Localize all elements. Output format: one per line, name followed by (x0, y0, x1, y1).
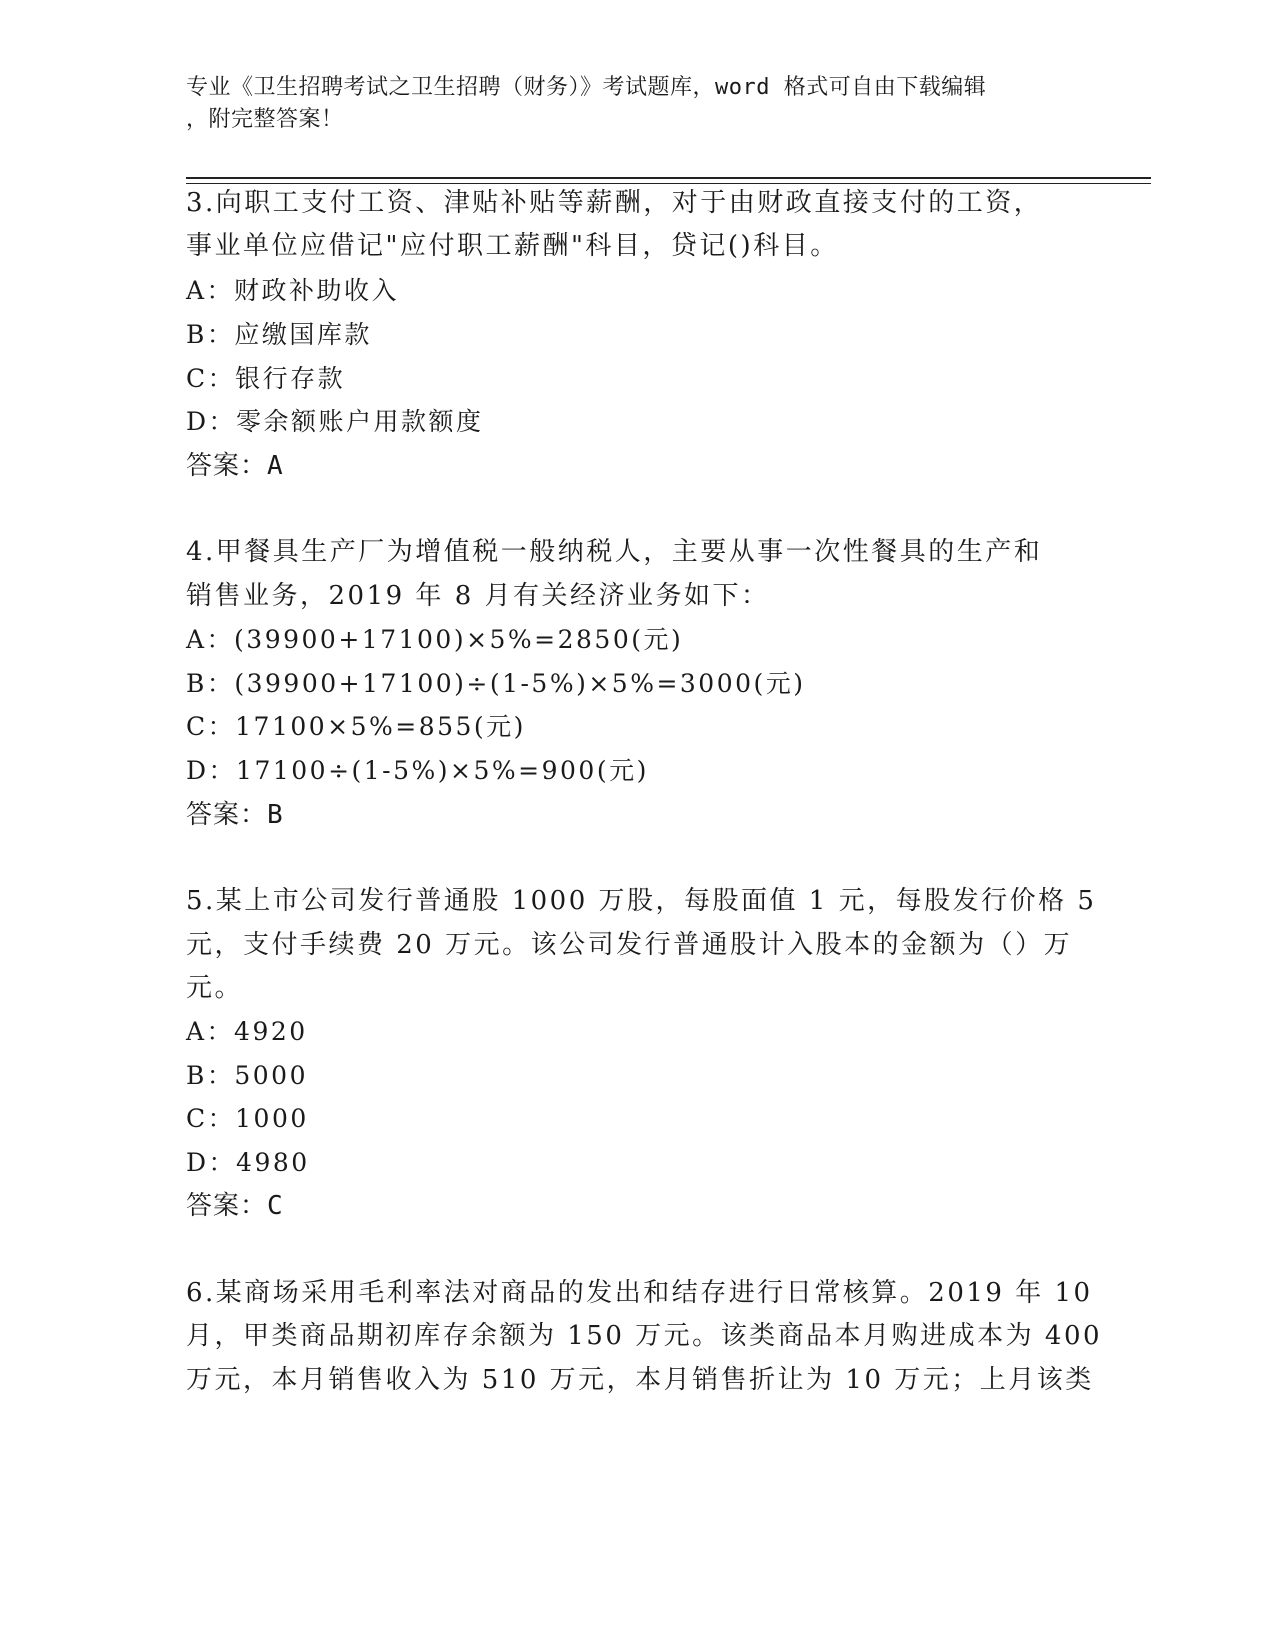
question-5-line-2: 元，支付手续费 20 万元。该公司发行普通股计入股本的金额为（）万 (186, 930, 1073, 960)
question-5-answer: 答案：C (186, 1191, 284, 1221)
header-line-1: 专业《卫生招聘考试之卫生招聘（财务）》考试题库，word 格式可自由下载编辑 (186, 75, 987, 100)
question-5-option-a: A：4920 (186, 1017, 308, 1046)
question-4-option-a: A：(39900+17100)×5%=2850(元) (186, 625, 684, 654)
document-header (186, 72, 1066, 136)
question-4-answer: 答案：B (186, 800, 284, 830)
question-4-option-b: B：(39900+17100)÷(1-5%)×5%=3000(元) (186, 669, 806, 698)
header-line-2: ，附完整答案！ (186, 107, 344, 132)
question-3-line-1: 3.向职工支付工资、津贴补贴等薪酬，对于由财政直接支付的工资， (186, 188, 1043, 218)
question-3-option-d: D：零余额账户用款额度 (186, 407, 484, 436)
header-divider-bottom (186, 183, 1151, 184)
question-3-answer: 答案：A (186, 451, 284, 481)
question-3-line-2: 事业单位应借记"应付职工薪酬"科目，贷记()科目。 (186, 231, 839, 261)
question-6-line-3: 万元，本月销售收入为 510 万元，本月销售折让为 10 万元；上月该类 (186, 1365, 1094, 1395)
question-3-option-c: C：银行存款 (186, 364, 346, 393)
question-4-line-2: 销售业务，2019 年 8 月有关经济业务如下： (186, 581, 770, 611)
question-5-option-c: C：1000 (186, 1104, 309, 1133)
question-5-line-1: 5.某上市公司发行普通股 1000 万股，每股面值 1 元，每股发行价格 5 (186, 886, 1097, 916)
question-6-line-2: 月，甲类商品期初库存余额为 150 万元。该类商品本月购进成本为 400 (186, 1321, 1103, 1351)
question-4-option-c: C：17100×5%=855(元) (186, 712, 526, 741)
question-4-line-1: 4.甲餐具生产厂为增值税一般纳税人，主要从事一次性餐具的生产和 (186, 537, 1043, 567)
question-3-option-a: A：财政补助收入 (186, 276, 400, 305)
question-5-line-3: 元。 (186, 973, 244, 1003)
question-5-option-b: B：5000 (186, 1061, 308, 1090)
question-5-option-d: D：4980 (186, 1148, 310, 1177)
header-divider-top (186, 177, 1151, 179)
question-3-option-b: B：应缴国库款 (186, 320, 372, 349)
question-6-line-1: 6.某商场采用毛利率法对商品的发出和结存进行日常核算。2019 年 10 (186, 1278, 1093, 1308)
question-4-option-d: D：17100÷(1-5%)×5%=900(元) (186, 756, 649, 785)
